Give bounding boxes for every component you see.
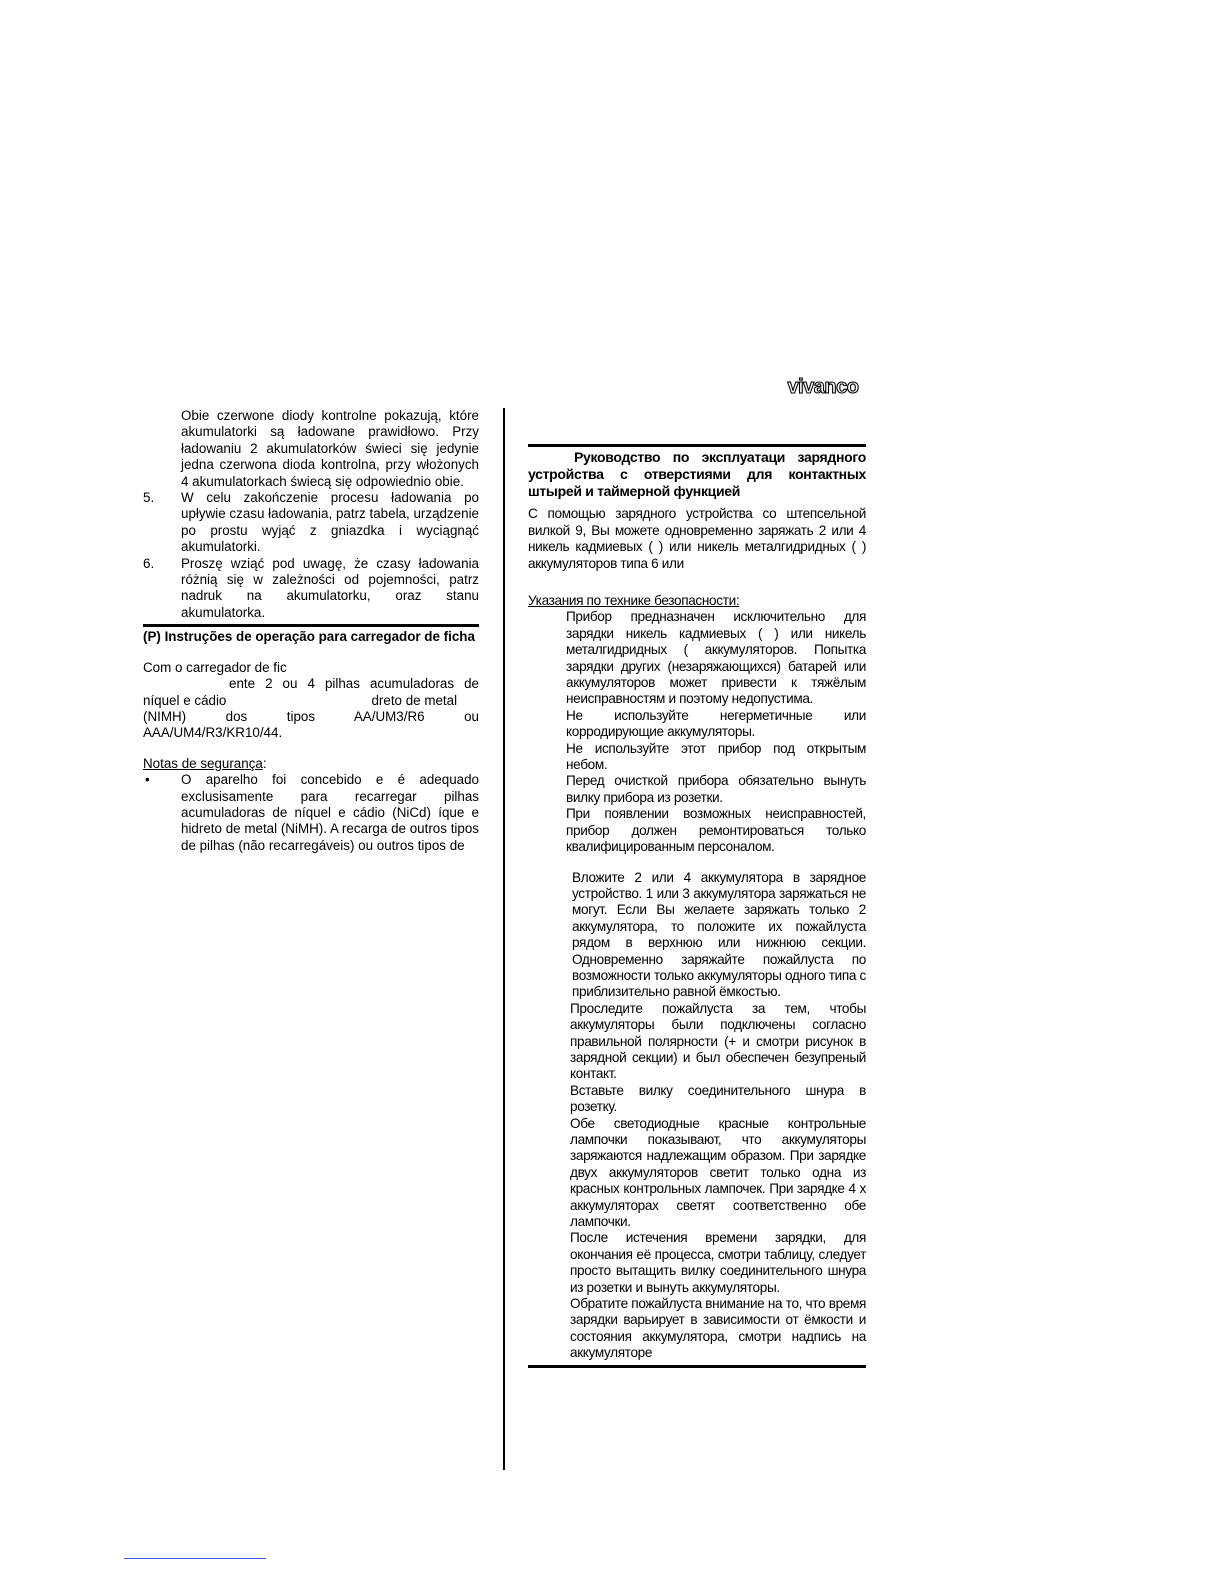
operation-item: Обе светодиодные красные контрольные лампочки показывают, что аккумуляторы заряжаются надлежащим образом. При зарядке двух аккумуляторов светит только одна из красных контрольных лампочек. При зарядке 4 x аккумуляторах светят соответственно обе лампочки. (570, 1115, 866, 1230)
safety-title-text: Notas de segurança (143, 755, 263, 771)
portuguese-intro (143, 660, 479, 742)
polish-item-6 (143, 556, 479, 622)
section-rule-bottom (528, 1365, 866, 1368)
vivanco-logo-graphic (780, 374, 866, 400)
vivanco-logo (780, 374, 866, 400)
operation-item: Обратите пожайлуста внимание на то, что время зарядки варьирует в зависимости от ёмкости и состояния аккумулятора, смотри надпись на аккумуляторе (570, 1296, 866, 1361)
item-number: 6. (143, 555, 155, 571)
item-number: 5. (143, 490, 155, 506)
safety-item: Прибор предназначен исключительно для зарядки никель кадмиевых ( ) или никель металгидридных ( аккумуляторов. Попытка зарядки других (незаряжающихся) батарей или аккумуляторов может привести к тяжёлым неисправностям и поэтому недопустима. (566, 609, 866, 707)
svg-text:vivanco: vivanco (787, 376, 859, 398)
intro-line: ente 2 ou 4 pilhas acumuladoras de (229, 676, 479, 692)
item-text: W celu zakończenie procesu ładowania po upływie czasu ładowania, patrz tabela, urządzenie po prostu wyjąć z gniazdka i wyciągnąć akumulatorki. (181, 490, 479, 555)
column-divider (503, 408, 505, 1470)
bullet-icon: • (145, 772, 150, 788)
operation-item: Вложите 2 или 4 аккумулятора в зарядное устройство. 1 или 3 аккумулятора заряжаться не могут. Если Вы желаете заряжать только 2 аккумулятора, то положите их пожайлуста рядом в верхнюю или нижнюю секции. Одновременно заряжайте пожайлуста по возможности только аккумуляторы одного типа с приблизительно равной ёмкостью. (572, 869, 866, 1000)
intro-line: AAA/UM4/R3/KR10/44. (143, 725, 283, 741)
safety-title (143, 756, 479, 772)
section-rule (143, 624, 479, 627)
intro-line: (NIMH) dos tipos AA/UM3/R6 ou (143, 708, 479, 724)
section-rule (528, 444, 866, 447)
operation-item: После истечения времени зарядки, для окончания её процесса, смотри таблицу, следует просто вытащить вилку соединительного шнура из розетки и вынуть аккумуляторы. (570, 1230, 866, 1295)
operation-item: Проследите пожайлуста за тем, чтобы аккумуляторы были подключены согласно правильной полярности (+ и смотри рисунок в зарядной секции) и был обеспечен безупреный контакт. (570, 1000, 866, 1082)
bullet-text: O aparelho foi concebido e é adequado exclusisamente para recarregar pilhas acumuladoras de níquel e cádio (NiCd) íque e hidreto de metal (NiMH). A recarga de outros tipos de pilhas (não recarregáveis) ou outros tipos de (181, 772, 479, 853)
item-text: Proszę wziąć pod uwagę, że czasy ładowania różnią się w zależności od pojemności, patrz nadruk na akumulatorku, oraz stanu akumulatorka. (181, 555, 479, 620)
safety-item: Не используйте негерметичные или корродирующие аккумуляторы. (566, 707, 866, 740)
safety-title-colon: : (262, 755, 267, 771)
safety-item: Не используйте этот прибор под открытым небом. (566, 740, 866, 773)
russian-safety-title: Указания по технике безопасности: (528, 593, 740, 609)
right-column (528, 444, 866, 1370)
russian-intro: С помощью зарядного устройства со штепсельной вилкой 9, Вы можете одновременно заряжать 2 или 4 никель кадмиевых ( ) или никель металгидридных ( ) аккумуляторов типа 6 или (528, 506, 866, 571)
safety-bullet (143, 772, 479, 854)
safety-item: При появлении возможных неисправностей, прибор должен ремонтироваться только квалифицированным персоналом. (566, 806, 866, 855)
intro-line: Com o carregador de fic (143, 659, 287, 675)
russian-heading: Руководство по эксплуатаци зарядного устройства с отверстиями для контактных штырей и таймерной функцией (528, 449, 866, 499)
safety-item: Перед очисткой прибора обязательно вынуть вилку прибора из розетки. (566, 773, 866, 805)
portuguese-heading: (P) Instruções de operação para carregador de ficha (143, 629, 475, 645)
operation-item: Вставьте вилку соединительного шнура в розетку. (570, 1082, 866, 1115)
polish-paragraph: Obie czerwone diody kontrolne pokazują, które akumulatorki są ładowane prawidłowo. Przy ładowaniu 2 akumulatorków świeci się jedynie jedna czerwona dioda kontrolna, przy włożonych 4 akumulatorkach świecą się odpowiednio obie. (181, 408, 479, 489)
left-column (143, 408, 479, 854)
footer-link-line (124, 1558, 266, 1559)
intro-line: níquel e cádio dreto de metal (143, 692, 458, 708)
polish-item-5 (143, 490, 479, 556)
